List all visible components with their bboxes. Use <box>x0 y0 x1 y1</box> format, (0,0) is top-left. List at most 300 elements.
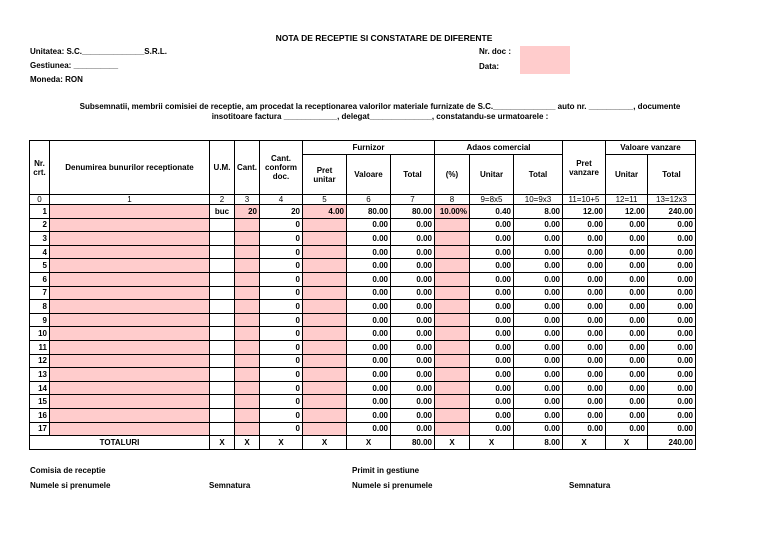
valoare-cell: 0.00 <box>347 218 391 232</box>
valoare-cell: 80.00 <box>347 205 391 219</box>
procent-cell[interactable] <box>435 300 470 314</box>
nr-doc-label: Nr. doc : <box>479 47 512 56</box>
um-cell[interactable] <box>210 218 235 232</box>
denumire-cell[interactable] <box>50 340 210 354</box>
comisia-label: Comisia de receptie <box>30 466 106 475</box>
total-cell: 0.00 <box>391 354 435 368</box>
totals-total: 80.00 <box>391 436 435 450</box>
adaos-total-cell: 0.00 <box>514 272 563 286</box>
cant-doc-cell: 0 <box>260 381 303 395</box>
total-cell: 0.00 <box>391 245 435 259</box>
procent-cell[interactable] <box>435 408 470 422</box>
procent-cell[interactable] <box>435 395 470 409</box>
cant-cell[interactable] <box>235 232 260 246</box>
vanzare-total-cell: 0.00 <box>648 327 696 341</box>
procent-cell[interactable]: 10.00% <box>435 205 470 219</box>
vanzare-total-cell: 0.00 <box>648 381 696 395</box>
table-row <box>30 354 696 368</box>
cant-doc-cell: 0 <box>260 272 303 286</box>
denumire-cell[interactable] <box>50 354 210 368</box>
cant-doc-cell: 0 <box>260 422 303 436</box>
valoare-cell: 0.00 <box>347 272 391 286</box>
table-row <box>30 205 696 219</box>
pret-unitar-cell[interactable] <box>303 313 347 327</box>
adaos-unitar-cell: 0.00 <box>470 259 514 273</box>
um-cell[interactable] <box>210 340 235 354</box>
denumire-cell[interactable] <box>50 422 210 436</box>
cant-cell[interactable] <box>235 272 260 286</box>
numele-label-2: Numele si prenumele <box>352 481 433 490</box>
cant-cell[interactable] <box>235 408 260 422</box>
adaos-total-cell: 0.00 <box>514 232 563 246</box>
vanzare-total-cell: 0.00 <box>648 218 696 232</box>
vanzare-unitar-cell: 0.00 <box>606 408 648 422</box>
um-cell[interactable] <box>210 286 235 300</box>
cant-cell[interactable] <box>235 245 260 259</box>
semnatura-label-1: Semnatura <box>209 481 251 490</box>
header-unitar: Unitar <box>470 155 514 195</box>
adaos-unitar-cell: 0.00 <box>470 245 514 259</box>
total-cell: 0.00 <box>391 381 435 395</box>
table-row <box>30 286 696 300</box>
adaos-total-cell: 0.00 <box>514 395 563 409</box>
vanzare-unitar-cell: 0.00 <box>606 368 648 382</box>
pret-unitar-cell[interactable] <box>303 259 347 273</box>
unitatea-field: Unitatea: S.C.______________S.R.L. <box>30 47 167 56</box>
row-nr: 16 <box>30 408 50 422</box>
table-row <box>30 340 696 354</box>
document-title: NOTA DE RECEPTIE SI CONSTATARE DE DIFERENTE <box>275 33 493 43</box>
vanzare-unitar-cell: 0.00 <box>606 232 648 246</box>
valoare-cell: 0.00 <box>347 300 391 314</box>
header-valoare: Valoare <box>347 155 391 195</box>
adaos-total-cell: 0.00 <box>514 368 563 382</box>
cant-cell[interactable]: 20 <box>235 205 260 219</box>
header-denumire: Denumirea bunurilor receptionate <box>50 141 210 195</box>
column-index-cell: 10=9x3 <box>514 195 563 205</box>
valoare-cell: 0.00 <box>347 245 391 259</box>
row-nr: 7 <box>30 286 50 300</box>
vanzare-unitar-cell: 0.00 <box>606 313 648 327</box>
header-pret-vanzare: Pret vanzare <box>563 141 606 195</box>
pret-vanzare-cell: 0.00 <box>563 259 606 273</box>
row-nr: 13 <box>30 368 50 382</box>
pret-unitar-cell[interactable] <box>303 422 347 436</box>
table-row <box>30 313 696 327</box>
totals-x: X <box>260 436 303 450</box>
pret-unitar-cell[interactable] <box>303 272 347 286</box>
cant-doc-cell: 0 <box>260 286 303 300</box>
semnatura-label-2: Semnatura <box>569 481 611 490</box>
vanzare-total-cell: 0.00 <box>648 422 696 436</box>
pret-unitar-cell[interactable] <box>303 327 347 341</box>
header-um: U.M. <box>210 141 235 195</box>
pret-vanzare-cell: 0.00 <box>563 408 606 422</box>
row-nr: 12 <box>30 354 50 368</box>
total-cell: 0.00 <box>391 300 435 314</box>
um-cell[interactable]: buc <box>210 205 235 219</box>
total-cell: 0.00 <box>391 327 435 341</box>
procent-cell[interactable] <box>435 381 470 395</box>
header-cant-conform: Cant. conform doc. <box>260 141 303 195</box>
um-cell[interactable] <box>210 327 235 341</box>
totals-x: X <box>470 436 514 450</box>
denumire-cell[interactable] <box>50 245 210 259</box>
header-procent: (%) <box>435 155 470 195</box>
pret-unitar-cell[interactable] <box>303 340 347 354</box>
intro-line-2: insotitoare factura ____________, delegat______________, constatandu-se urmatoarele : <box>211 112 549 121</box>
numele-label-1: Numele si prenumele <box>30 481 111 490</box>
vanzare-total-cell: 0.00 <box>648 272 696 286</box>
pret-vanzare-cell: 0.00 <box>563 368 606 382</box>
vanzare-total-cell: 0.00 <box>648 232 696 246</box>
column-index-cell: 4 <box>260 195 303 205</box>
um-cell[interactable] <box>210 313 235 327</box>
denumire-cell[interactable] <box>50 300 210 314</box>
table-row <box>30 300 696 314</box>
denumire-cell[interactable] <box>50 259 210 273</box>
cant-cell[interactable] <box>235 354 260 368</box>
pret-vanzare-cell: 0.00 <box>563 245 606 259</box>
cant-cell[interactable] <box>235 381 260 395</box>
vanzare-unitar-cell: 0.00 <box>606 218 648 232</box>
denumire-cell[interactable] <box>50 395 210 409</box>
total-cell: 0.00 <box>391 286 435 300</box>
row-nr: 5 <box>30 259 50 273</box>
nr-doc-data-input-cell[interactable] <box>520 46 570 74</box>
vanzare-unitar-cell: 0.00 <box>606 300 648 314</box>
cant-doc-cell: 0 <box>260 300 303 314</box>
procent-cell[interactable] <box>435 354 470 368</box>
valoare-cell: 0.00 <box>347 232 391 246</box>
valoare-cell: 0.00 <box>347 340 391 354</box>
total-cell: 0.00 <box>391 368 435 382</box>
column-index-row <box>30 195 696 205</box>
adaos-unitar-cell: 0.00 <box>470 340 514 354</box>
adaos-unitar-cell: 0.00 <box>470 313 514 327</box>
valoare-cell: 0.00 <box>347 395 391 409</box>
procent-cell[interactable] <box>435 422 470 436</box>
denumire-cell[interactable] <box>50 313 210 327</box>
valoare-cell: 0.00 <box>347 286 391 300</box>
pret-vanzare-cell: 12.00 <box>563 205 606 219</box>
pret-unitar-cell[interactable] <box>303 354 347 368</box>
cant-cell[interactable] <box>235 395 260 409</box>
valoare-cell: 0.00 <box>347 422 391 436</box>
column-index-cell: 0 <box>30 195 50 205</box>
table-row <box>30 259 696 273</box>
cant-cell[interactable] <box>235 218 260 232</box>
adaos-total-cell: 0.00 <box>514 300 563 314</box>
valoare-cell: 0.00 <box>347 259 391 273</box>
vanzare-unitar-cell: 0.00 <box>606 327 648 341</box>
pret-unitar-cell[interactable] <box>303 381 347 395</box>
pret-vanzare-cell: 0.00 <box>563 232 606 246</box>
adaos-total-cell: 0.00 <box>514 286 563 300</box>
table-row <box>30 395 696 409</box>
column-index-cell: 13=12x3 <box>648 195 696 205</box>
total-cell: 0.00 <box>391 218 435 232</box>
row-nr: 17 <box>30 422 50 436</box>
table-row <box>30 422 696 436</box>
adaos-unitar-cell: 0.00 <box>470 422 514 436</box>
header-pret-unitar: Pret unitar <box>303 155 347 195</box>
vanzare-total-cell: 0.00 <box>648 340 696 354</box>
header-unitar-vanzare: Unitar <box>606 155 648 195</box>
um-cell[interactable] <box>210 408 235 422</box>
table-row <box>30 218 696 232</box>
um-cell[interactable] <box>210 354 235 368</box>
um-cell[interactable] <box>210 259 235 273</box>
denumire-cell[interactable] <box>50 327 210 341</box>
valoare-cell: 0.00 <box>347 408 391 422</box>
column-index-cell: 11=10+5 <box>563 195 606 205</box>
totals-x: X <box>435 436 470 450</box>
pret-unitar-cell[interactable] <box>303 245 347 259</box>
pret-vanzare-cell: 0.00 <box>563 340 606 354</box>
header-furnizor: Furnizor <box>303 141 435 155</box>
valoare-cell: 0.00 <box>347 354 391 368</box>
adaos-unitar-cell: 0.40 <box>470 205 514 219</box>
pret-vanzare-cell: 0.00 <box>563 395 606 409</box>
valoare-cell: 0.00 <box>347 381 391 395</box>
vanzare-total-cell: 0.00 <box>648 300 696 314</box>
cant-doc-cell: 0 <box>260 245 303 259</box>
column-index-cell: 7 <box>391 195 435 205</box>
total-cell: 0.00 <box>391 272 435 286</box>
adaos-unitar-cell: 0.00 <box>470 232 514 246</box>
header-valoare-vanzare: Valoare vanzare <box>606 141 696 155</box>
procent-cell[interactable] <box>435 218 470 232</box>
cant-doc-cell: 0 <box>260 313 303 327</box>
pret-vanzare-cell: 0.00 <box>563 218 606 232</box>
cant-doc-cell: 0 <box>260 408 303 422</box>
um-cell[interactable] <box>210 395 235 409</box>
table-row <box>30 408 696 422</box>
totals-x: X <box>347 436 391 450</box>
adaos-unitar-cell: 0.00 <box>470 408 514 422</box>
denumire-cell[interactable] <box>50 232 210 246</box>
cant-cell[interactable] <box>235 300 260 314</box>
vanzare-unitar-cell: 0.00 <box>606 286 648 300</box>
gestiunea-field: Gestiunea: __________ <box>30 61 119 70</box>
cant-cell[interactable] <box>235 368 260 382</box>
denumire-cell[interactable] <box>50 218 210 232</box>
row-nr: 8 <box>30 300 50 314</box>
cant-cell[interactable] <box>235 259 260 273</box>
header-total-adaos: Total <box>514 155 563 195</box>
total-cell: 0.00 <box>391 408 435 422</box>
procent-cell[interactable] <box>435 313 470 327</box>
adaos-unitar-cell: 0.00 <box>470 300 514 314</box>
adaos-total-cell: 0.00 <box>514 327 563 341</box>
header-total: Total <box>391 155 435 195</box>
intro-line-1: Subsemnatii, membrii comisiei de receptie, am procedat la receptionarea valorilor materiale furnizate de S.C.______________ auto nr. __________, documente <box>79 102 681 111</box>
adaos-unitar-cell: 0.00 <box>470 354 514 368</box>
denumire-cell[interactable] <box>50 205 210 219</box>
cant-cell[interactable] <box>235 313 260 327</box>
procent-cell[interactable] <box>435 368 470 382</box>
total-cell: 0.00 <box>391 232 435 246</box>
totals-vanzare: 240.00 <box>648 436 696 450</box>
row-nr: 15 <box>30 395 50 409</box>
pret-vanzare-cell: 0.00 <box>563 300 606 314</box>
vanzare-unitar-cell: 0.00 <box>606 245 648 259</box>
total-cell: 0.00 <box>391 340 435 354</box>
table-row <box>30 327 696 341</box>
adaos-total-cell: 8.00 <box>514 205 563 219</box>
pret-unitar-cell[interactable] <box>303 395 347 409</box>
denumire-cell[interactable] <box>50 368 210 382</box>
pret-vanzare-cell: 0.00 <box>563 286 606 300</box>
row-nr: 2 <box>30 218 50 232</box>
cant-cell[interactable] <box>235 340 260 354</box>
moneda-field: Moneda: RON <box>30 75 83 84</box>
cant-doc-cell: 0 <box>260 368 303 382</box>
adaos-total-cell: 0.00 <box>514 408 563 422</box>
denumire-cell[interactable] <box>50 286 210 300</box>
header-nr: Nr. crt. <box>30 141 50 195</box>
total-cell: 80.00 <box>391 205 435 219</box>
cant-doc-cell: 0 <box>260 354 303 368</box>
total-cell: 0.00 <box>391 395 435 409</box>
vanzare-total-cell: 240.00 <box>648 205 696 219</box>
adaos-total-cell: 0.00 <box>514 422 563 436</box>
pret-vanzare-cell: 0.00 <box>563 381 606 395</box>
column-index-cell: 3 <box>235 195 260 205</box>
procent-cell[interactable] <box>435 327 470 341</box>
totals-adaos: 8.00 <box>514 436 563 450</box>
cant-cell[interactable] <box>235 327 260 341</box>
column-index-cell: 8 <box>435 195 470 205</box>
valoare-cell: 0.00 <box>347 313 391 327</box>
cant-doc-cell: 0 <box>260 259 303 273</box>
row-nr: 9 <box>30 313 50 327</box>
totals-x: X <box>235 436 260 450</box>
cant-doc-cell: 0 <box>260 395 303 409</box>
header-total-vanzare: Total <box>648 155 696 195</box>
table-row <box>30 232 696 246</box>
vanzare-unitar-cell: 0.00 <box>606 340 648 354</box>
procent-cell[interactable] <box>435 340 470 354</box>
adaos-unitar-cell: 0.00 <box>470 327 514 341</box>
column-index-cell: 9=8x5 <box>470 195 514 205</box>
denumire-cell[interactable] <box>50 408 210 422</box>
adaos-total-cell: 0.00 <box>514 259 563 273</box>
totals-x: X <box>606 436 648 450</box>
vanzare-unitar-cell: 0.00 <box>606 259 648 273</box>
adaos-total-cell: 0.00 <box>514 218 563 232</box>
vanzare-unitar-cell: 0.00 <box>606 381 648 395</box>
column-index-cell: 6 <box>347 195 391 205</box>
cant-cell[interactable] <box>235 286 260 300</box>
adaos-unitar-cell: 0.00 <box>470 218 514 232</box>
vanzare-unitar-cell: 0.00 <box>606 354 648 368</box>
um-cell[interactable] <box>210 368 235 382</box>
adaos-unitar-cell: 0.00 <box>470 395 514 409</box>
pret-vanzare-cell: 0.00 <box>563 313 606 327</box>
totals-x: X <box>210 436 235 450</box>
column-index-cell: 12=11 <box>606 195 648 205</box>
pret-unitar-cell[interactable] <box>303 286 347 300</box>
row-nr: 14 <box>30 381 50 395</box>
denumire-cell[interactable] <box>50 272 210 286</box>
cant-doc-cell: 0 <box>260 340 303 354</box>
data-label: Data: <box>479 62 500 71</box>
procent-cell[interactable] <box>435 232 470 246</box>
procent-cell[interactable] <box>435 272 470 286</box>
total-cell: 0.00 <box>391 259 435 273</box>
column-index-cell: 2 <box>210 195 235 205</box>
pret-unitar-cell[interactable] <box>303 232 347 246</box>
denumire-cell[interactable] <box>50 381 210 395</box>
total-cell: 0.00 <box>391 313 435 327</box>
um-cell[interactable] <box>210 422 235 436</box>
table-row <box>30 381 696 395</box>
vanzare-total-cell: 0.00 <box>648 368 696 382</box>
pret-unitar-cell[interactable] <box>303 368 347 382</box>
procent-cell[interactable] <box>435 259 470 273</box>
row-nr: 3 <box>30 232 50 246</box>
adaos-unitar-cell: 0.00 <box>470 286 514 300</box>
valoare-cell: 0.00 <box>347 327 391 341</box>
vanzare-total-cell: 0.00 <box>648 245 696 259</box>
row-nr: 10 <box>30 327 50 341</box>
pret-unitar-cell[interactable]: 4.00 <box>303 205 347 219</box>
cant-doc-cell: 0 <box>260 327 303 341</box>
adaos-unitar-cell: 0.00 <box>470 272 514 286</box>
column-index-cell: 5 <box>303 195 347 205</box>
vanzare-total-cell: 0.00 <box>648 354 696 368</box>
totals-x: X <box>303 436 347 450</box>
column-index-cell: 1 <box>50 195 210 205</box>
um-cell[interactable] <box>210 245 235 259</box>
header-cant: Cant. <box>235 141 260 195</box>
pret-vanzare-cell: 0.00 <box>563 327 606 341</box>
table-row <box>30 368 696 382</box>
totals-row <box>30 436 696 450</box>
adaos-total-cell: 0.00 <box>514 313 563 327</box>
procent-cell[interactable] <box>435 245 470 259</box>
row-nr: 1 <box>30 205 50 219</box>
um-cell[interactable] <box>210 381 235 395</box>
cant-cell[interactable] <box>235 422 260 436</box>
um-cell[interactable] <box>210 300 235 314</box>
vanzare-unitar-cell: 0.00 <box>606 422 648 436</box>
adaos-total-cell: 0.00 <box>514 245 563 259</box>
procent-cell[interactable] <box>435 286 470 300</box>
cant-doc-cell: 0 <box>260 218 303 232</box>
cant-doc-cell: 20 <box>260 205 303 219</box>
vanzare-unitar-cell: 0.00 <box>606 272 648 286</box>
pret-unitar-cell[interactable] <box>303 300 347 314</box>
pret-vanzare-cell: 0.00 <box>563 354 606 368</box>
pret-vanzare-cell: 0.00 <box>563 272 606 286</box>
adaos-total-cell: 0.00 <box>514 354 563 368</box>
vanzare-total-cell: 0.00 <box>648 395 696 409</box>
cant-doc-cell: 0 <box>260 232 303 246</box>
vanzare-total-cell: 0.00 <box>648 286 696 300</box>
vanzare-total-cell: 0.00 <box>648 408 696 422</box>
valoare-cell: 0.00 <box>347 368 391 382</box>
um-cell[interactable] <box>210 272 235 286</box>
table-row <box>30 245 696 259</box>
row-nr: 11 <box>30 340 50 354</box>
pret-unitar-cell[interactable] <box>303 218 347 232</box>
um-cell[interactable] <box>210 232 235 246</box>
vanzare-total-cell: 0.00 <box>648 259 696 273</box>
pret-unitar-cell[interactable] <box>303 408 347 422</box>
